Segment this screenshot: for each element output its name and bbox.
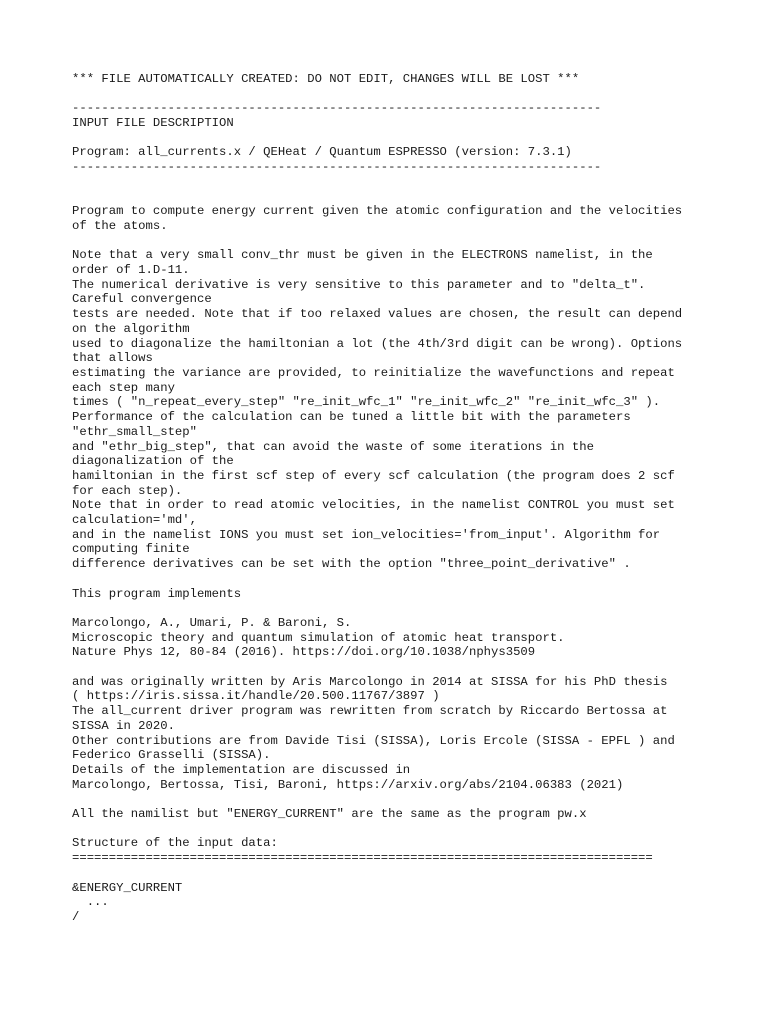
text-line: difference derivatives can be set with the option "three_point_derivative" . xyxy=(72,557,631,572)
text-line: Other contributions are from Davide Tisi (SISSA), Loris Ercole (SISSA - EPFL ) and xyxy=(72,733,675,748)
text-line: each step many xyxy=(72,380,175,395)
text-line: This program implements xyxy=(72,586,242,601)
text-line: The all_current driver program was rewritten from scratch by Riccardo Bertossa at xyxy=(72,704,668,719)
blank-line xyxy=(72,866,712,881)
blank-line xyxy=(72,822,712,837)
text-line: diagonalization of the xyxy=(72,454,234,469)
blank-line xyxy=(72,601,712,616)
text-line: Marcolongo, A., Umari, P. & Baroni, S. xyxy=(72,615,352,630)
blank-line xyxy=(72,792,712,807)
blank-line xyxy=(72,175,712,190)
text-line: used to diagonalize the hamiltonian a lot (the 4th/3rd digit can be wrong). Options xyxy=(72,336,683,351)
text-line: times ( "n_repeat_every_step" "re_init_wfc_1" "re_init_wfc_2" "re_init_wfc_3" ). xyxy=(72,395,661,410)
text-line: order of 1.D-11. xyxy=(72,263,190,278)
text-line: "ethr_small_step" xyxy=(72,424,197,439)
document-body xyxy=(72,72,712,925)
text-line: of the atoms. xyxy=(72,218,168,233)
text-line: and was originally written by Aris Marcolongo in 2014 at SISSA for his PhD thesis xyxy=(72,674,668,689)
text-line: Microscopic theory and quantum simulation of atomic heat transport. xyxy=(72,630,565,645)
text-line: Marcolongo, Bertossa, Tisi, Baroni, https://arxiv.org/abs/2104.06383 (2021) xyxy=(72,777,624,792)
text-line: for each step). xyxy=(72,483,183,498)
blank-line xyxy=(72,131,712,146)
text-line: Performance of the calculation can be tuned a little bit with the parameters xyxy=(72,410,631,425)
text-line: *** FILE AUTOMATICALLY CREATED: DO NOT EDIT, CHANGES WILL BE LOST *** xyxy=(72,72,580,86)
blank-line xyxy=(72,572,712,587)
blank-line xyxy=(72,87,712,102)
text-line: and "ethr_big_step", that can avoid the waste of some iterations in the xyxy=(72,439,594,454)
text-line: Program to compute energy current given the atomic configuration and the velocities xyxy=(72,204,683,219)
blank-line xyxy=(72,660,712,675)
text-line: that allows xyxy=(72,351,153,366)
text-line: Structure of the input data: xyxy=(72,836,278,851)
text-line: and in the namelist IONS you must set ion_velocities='from_input'. Algorithm for xyxy=(72,527,661,542)
text-line: computing finite xyxy=(72,542,190,557)
text-line: Note that in order to read atomic velocities, in the namelist CONTROL you must set xyxy=(72,498,675,513)
text-line: The numerical derivative is very sensitive to this parameter and to "delta_t". xyxy=(72,277,646,292)
text-line: calculation='md', xyxy=(72,513,197,528)
text-line: tests are needed. Note that if too relaxed values are chosen, the result can depend xyxy=(72,307,683,322)
text-line: / xyxy=(72,909,80,924)
text-line: SISSA in 2020. xyxy=(72,718,175,733)
text-line: Careful convergence xyxy=(72,292,212,307)
text-line: ------------------------------------------------------------------------ xyxy=(72,160,602,175)
text-line: ------------------------------------------------------------------------ xyxy=(72,101,602,116)
text-line: Details of the implementation are discussed in xyxy=(72,762,411,777)
text-line: Program: all_currents.x / QEHeat / Quantum ESPRESSO (version: 7.3.1) xyxy=(72,145,572,160)
text-line: Note that a very small conv_thr must be given in the ELECTRONS namelist, in the xyxy=(72,248,653,263)
text-line: on the algorithm xyxy=(72,321,190,336)
text-line: ... xyxy=(72,895,109,910)
text-line: estimating the variance are provided, to reinitialize the wavefunctions and repeat xyxy=(72,365,675,380)
text-line: &ENERGY_CURRENT xyxy=(72,880,183,895)
text-line: All the namilist but "ENERGY_CURRENT" are the same as the program pw.x xyxy=(72,807,587,822)
blank-line xyxy=(72,190,712,205)
text-line: =============================================================================== xyxy=(72,851,653,866)
text-line: ( https://iris.sissa.it/handle/20.500.11767/3897 ) xyxy=(72,689,440,704)
text-line: Federico Grasselli (SISSA). xyxy=(72,748,271,763)
blank-line xyxy=(72,234,712,249)
text-line: Nature Phys 12, 80-84 (2016). https://doi.org/10.1038/nphys3509 xyxy=(72,645,536,660)
text-line: hamiltonian in the first scf step of every scf calculation (the program does 2 scf xyxy=(72,468,675,483)
text-line: INPUT FILE DESCRIPTION xyxy=(72,116,234,131)
